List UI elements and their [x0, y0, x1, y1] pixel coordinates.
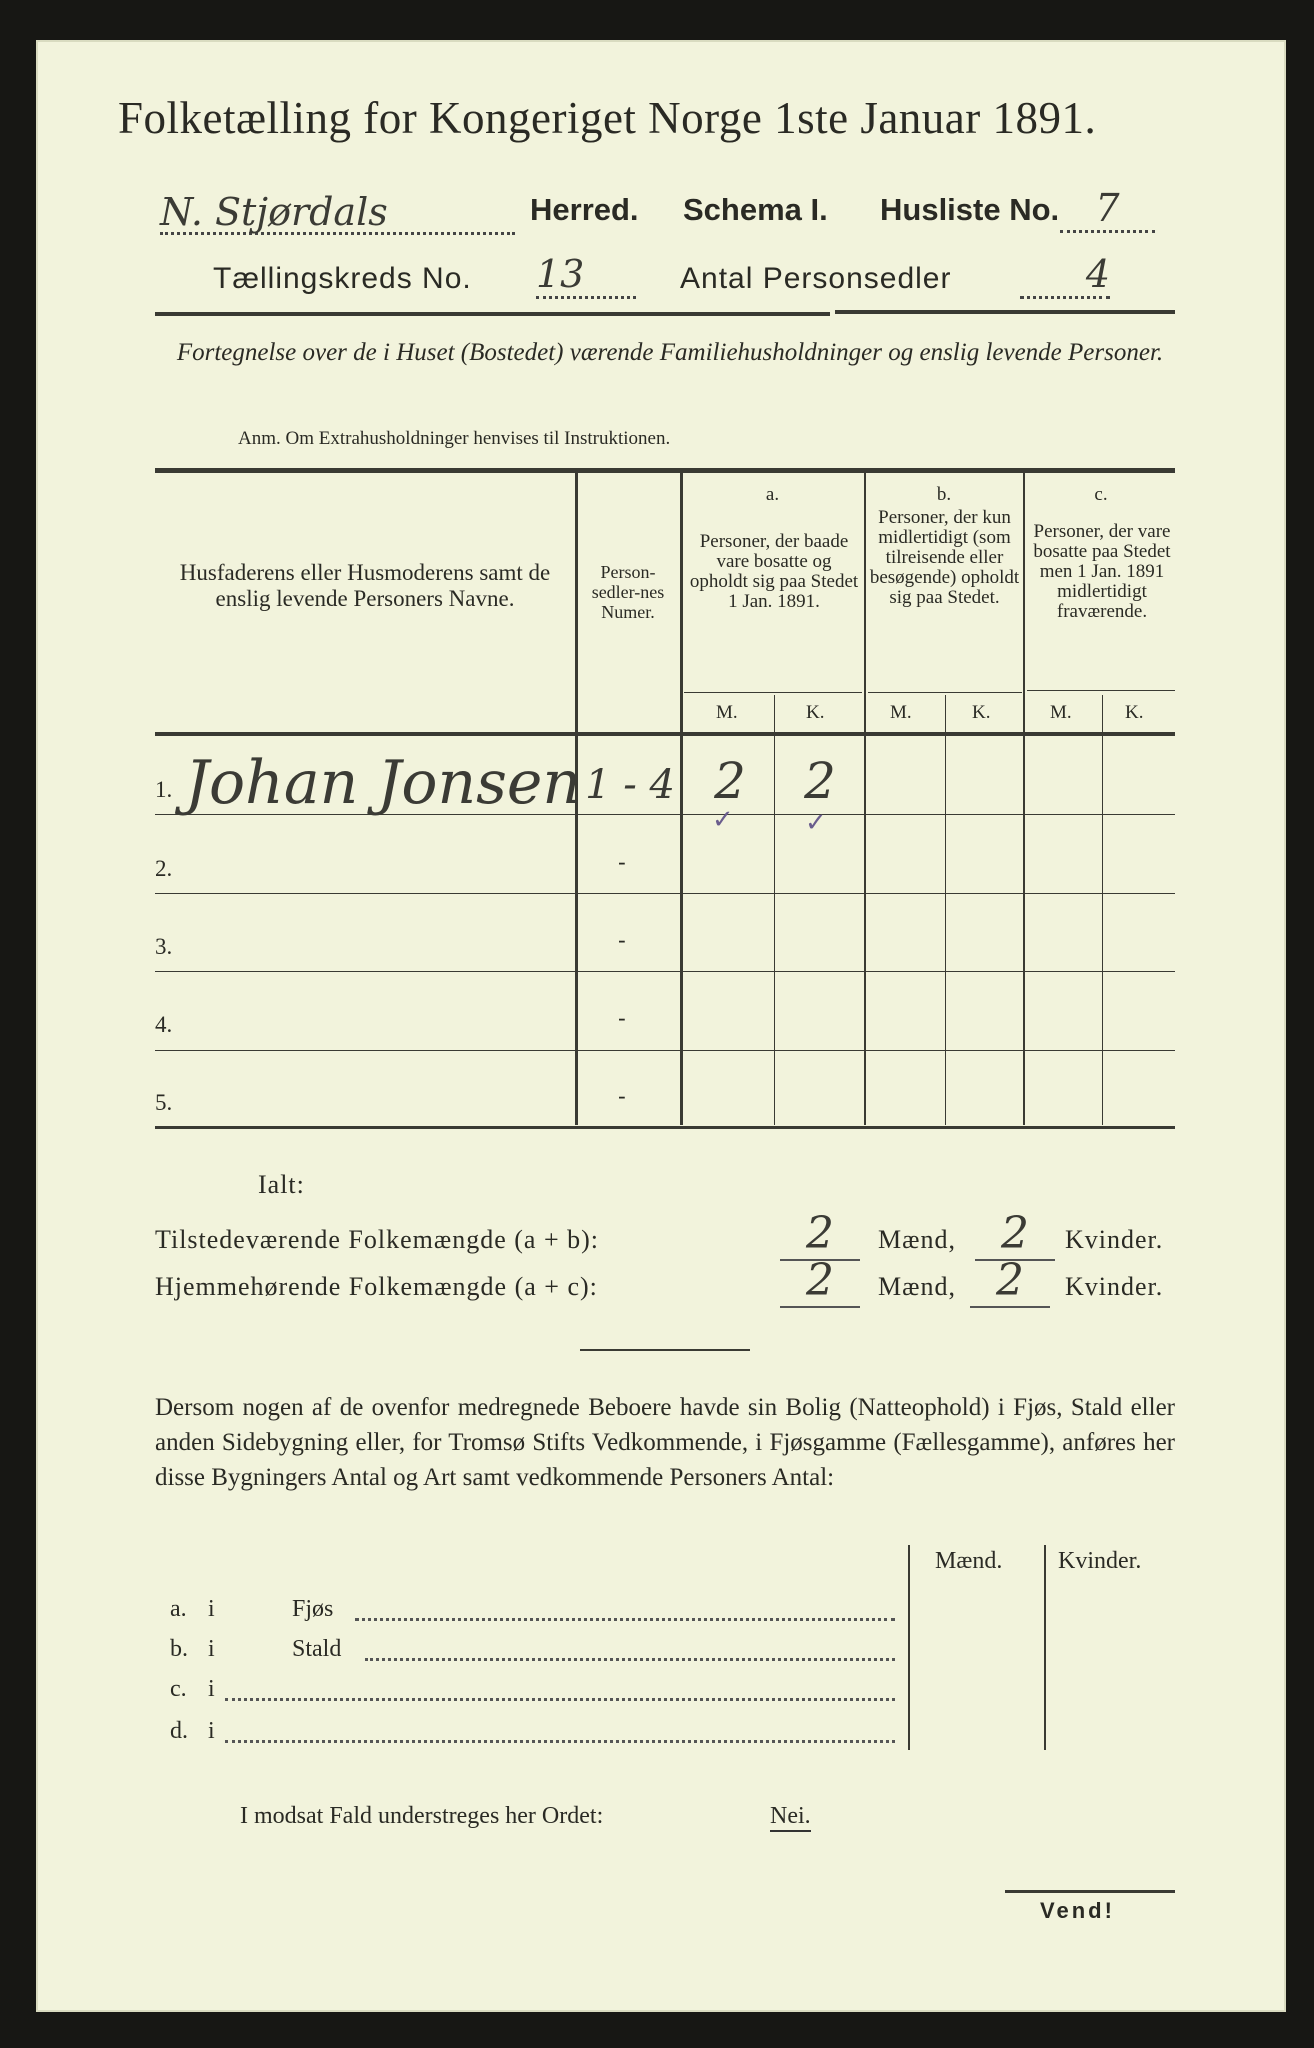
item-letter: c. [170, 1676, 187, 1702]
check-mark-icon: ✓ [712, 805, 734, 835]
kreds-label: Tællingskreds No. [213, 262, 472, 295]
kvinder-label: Kvinder. [1065, 1272, 1164, 1301]
col-c-letter: c. [1094, 484, 1108, 505]
item-i: i [208, 1718, 215, 1744]
dotted-line [355, 1618, 895, 1621]
personsedler-number: - [618, 850, 626, 876]
b-k-header: K. [972, 702, 991, 723]
herred-label: Herred. [530, 192, 639, 227]
item-letter: b. [170, 1636, 188, 1662]
personsedler-number: 1 - 4 [585, 762, 675, 808]
check-mark-icon: ✓ [805, 808, 827, 838]
antal-label: Antal Personsedler [680, 262, 952, 295]
col-divider [1044, 1545, 1046, 1750]
a-k-header: K. [806, 702, 825, 723]
a-women-count: 2 [804, 752, 836, 810]
tilstede-label: Tilstedeværende Folkemængde (a + b): [155, 1225, 599, 1254]
b-m-header: M. [890, 702, 912, 723]
col-divider [1023, 472, 1025, 1125]
antal-value: 4 [1020, 252, 1110, 299]
vend-label: Vend! [1040, 1898, 1115, 1923]
dotted-line [365, 1658, 895, 1661]
row-number: 5. [155, 1090, 173, 1115]
personsedler-number: - [618, 1006, 626, 1032]
row-rule [155, 893, 1175, 894]
husliste-label: Husliste No. [880, 192, 1060, 227]
subtitle: Fortegnelse over de i Huset (Bostedet) værende Familiehusholdninger og enslig levende Personer. [176, 339, 1164, 366]
item-letter: d. [170, 1718, 188, 1744]
c-k-header: K. [1125, 702, 1144, 723]
hjemme-men: 2 [780, 1255, 860, 1308]
nei-word: Nei. [770, 1803, 811, 1832]
form-title: Folketælling for Kongeriget Norge 1ste Januar 1891. [118, 93, 1097, 143]
personsedler-number: - [618, 1084, 626, 1110]
separator-rule [580, 1349, 750, 1351]
row-rule [155, 971, 1175, 972]
tilstede-men: 2 [780, 1208, 860, 1261]
dotted-line [225, 1740, 895, 1743]
col-header-number: Person-sedler-nes Numer. [591, 562, 665, 622]
item-i: i [208, 1596, 215, 1622]
annotation-note: Anm. Om Extrahusholdninger henvises til Instruktionen. [238, 428, 671, 449]
modsat-text: I modsat Fald understreges her Ordet: [240, 1803, 604, 1829]
col-divider [680, 472, 683, 1125]
hjemme-label: Hjemmehørende Folkemængde (a + c): [155, 1272, 598, 1301]
header-rule-left [155, 312, 830, 316]
schema-label: Schema I. [683, 192, 828, 227]
husliste-value: 7 [1060, 186, 1155, 233]
kvinder-label: Kvinder. [1065, 1225, 1164, 1254]
kreds-value: 13 [536, 252, 636, 299]
row-rule [155, 1050, 1175, 1051]
vend-rule [1005, 1890, 1175, 1893]
dotted-line [225, 1698, 895, 1701]
maend-label: Mænd, [878, 1225, 956, 1254]
row-number: 4. [155, 1012, 173, 1037]
ialt-label: Ialt: [258, 1170, 305, 1199]
mk-divider [1102, 695, 1103, 1125]
tilstede-women: 2 [975, 1208, 1055, 1261]
c-m-header: M. [1050, 702, 1072, 723]
a-men-count: 2 [714, 752, 746, 810]
col-b-letter: b. [936, 484, 952, 505]
col-divider [908, 1545, 910, 1750]
item-letter: a. [170, 1596, 187, 1622]
herred-value: N. Stjørdals [160, 192, 515, 235]
col-header-c: Personer, der vare bosatte paa Stedet men 1 Jan. 1891 midlertidigt fraværende. [1033, 521, 1171, 622]
item-label: Fjøs [292, 1596, 334, 1622]
maend-label: Mænd, [878, 1272, 956, 1301]
row-number: 3. [155, 934, 173, 959]
herred-field [160, 192, 520, 235]
col-header-name: Husfaderens eller Husmoderens samt de enslig levende Personers Navne. [179, 560, 551, 611]
mk-rule [868, 692, 1022, 693]
a-m-header: M. [716, 702, 738, 723]
maend-column-header: Mænd. [935, 1548, 1003, 1574]
row-number: 2. [155, 856, 173, 881]
instruction-paragraph: Dersom nogen af de ovenfor medregnede Beboere havde sin Bolig (Natteophold) i Fjøs, Stald eller anden Sidebygning eller, for Tromsø Stifts Vedkommende, i Fjøsgamme (Fællesgamme), anføres her disse Bygningers Antal og Art samt vedkommende Personers Antal: [155, 1394, 1175, 1491]
kvinder-column-header: Kvinder. [1058, 1548, 1142, 1574]
mk-divider [774, 695, 775, 1125]
table-header-rule [155, 732, 1175, 736]
col-header-b: Personer, der kun midlertidigt (som tilreisende eller besøgende) opholdt sig paa Stedet. [869, 507, 1020, 608]
head-of-household-name: Johan Jonsen [185, 748, 582, 818]
header-rule-right [835, 310, 1175, 314]
mk-rule [1027, 690, 1175, 691]
item-i: i [208, 1636, 215, 1662]
mk-rule [684, 692, 862, 693]
hjemme-women: 2 [970, 1255, 1050, 1308]
table-top-rule [155, 468, 1175, 473]
col-header-a: Personer, der baade vare bosatte og opholdt sig paa Stedet 1 Jan. 1891. [689, 531, 859, 612]
table-bottom-rule [155, 1126, 1175, 1129]
item-label: Stald [292, 1636, 342, 1662]
mk-divider [945, 695, 946, 1125]
item-i: i [208, 1676, 215, 1702]
personsedler-number: - [618, 928, 626, 954]
col-a-letter: a. [765, 484, 780, 505]
row-number: 1. [155, 777, 173, 802]
